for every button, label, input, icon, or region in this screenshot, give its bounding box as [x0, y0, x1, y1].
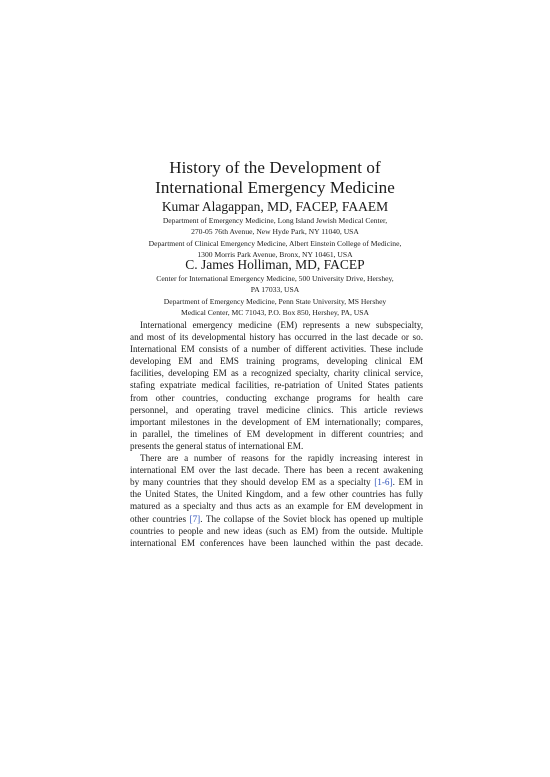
para-2-text: other countries	[130, 513, 190, 524]
para-2-line: international EM conferences have been launched within the past decade.	[130, 537, 423, 548]
author-2-affiliation-3: Department of Emergency Medicine, Penn State University, MS Hershey	[163, 296, 387, 306]
paper-title-line-2: International Emergency Medicine	[155, 178, 395, 197]
author-2-block	[0, 256, 550, 318]
para-1-line: and most of its developmental history has occurred in the last decade or so.	[130, 332, 423, 343]
author-2-name: C. James Holliman, MD, FACEP	[185, 257, 365, 272]
para-2-line: There are a number of reasons for the rapidly increasing interest in	[140, 453, 423, 464]
citation-link[interactable]: [1-6]	[374, 477, 393, 488]
author-2-affiliation-2: PA 17033, USA	[250, 285, 300, 295]
para-1-line: developing EM and EMS training programs, developing clinical EM	[130, 356, 423, 367]
para-2-line: matured as a specialty and thus acts as an example for EM development in	[130, 501, 423, 512]
para-2-line: international EM over the last decade. There has been a recent awakening	[130, 465, 423, 476]
author-1-affiliation-1: Department of Emergency Medicine, Long Island Jewish Medical Center,	[162, 216, 388, 225]
para-1-line: presents the general status of international EM.	[130, 440, 304, 451]
para-2-line: countries to people and new ideas (such as EM) from the outside. Multiple	[130, 525, 423, 536]
author-1-affiliation-2: 270-05 76th Avenue, New Hyde Park, NY 11040, USA	[191, 227, 359, 237]
para-1-line: facilities, developing EM as a recognized specialty, charity clinical service,	[130, 368, 423, 379]
author-2-affiliation-4: Medical Center, MC 71043, P.O. Box 850, Hershey, PA, USA	[181, 307, 369, 317]
para-1-line: in parallel, the timelines of EM development in different countries; and	[130, 428, 423, 439]
author-2-affiliation-1: Center for International Emergency Medicine, 500 University Drive, Hershey,	[156, 274, 394, 283]
para-2-line	[130, 513, 423, 525]
para-2-line	[130, 476, 423, 488]
author-1-affiliation-4: 1300 Morris Park Avenue, Bronx, NY 10461, USA	[197, 249, 353, 259]
author-1-name: Kumar Alagappan, MD, FACEP, FAAEM	[161, 199, 389, 214]
para-1-line: important milestones in the development of EM internationally; compares,	[130, 416, 423, 427]
para-2-text: . EM in	[392, 477, 423, 488]
para-2-text: by many countries that they should develop EM as a specialty	[130, 477, 375, 488]
para-1-line: International emergency medicine (EM) represents a new subspecialty,	[140, 320, 423, 330]
author-1-affiliation-3: Department of Clinical Emergency Medicine, Albert Einstein College of Medicine,	[148, 238, 402, 248]
paper-title-line-1: History of the Development of	[169, 158, 381, 177]
para-1-line: International EM consists of a number of different activities. These include	[130, 344, 423, 355]
para-1-line: from other countries, conducting exchange programs for health care	[130, 392, 423, 403]
citation-link[interactable]: [7]	[189, 513, 201, 524]
body-text	[130, 319, 423, 549]
para-1-line: personnel, and operating travel medicine clinics. This article reviews	[130, 404, 423, 415]
header-block	[0, 158, 550, 260]
para-2-text: . The collapse of the Soviet block has opened up multiple	[200, 513, 423, 524]
para-2-line: the United States, the United Kingdom, and a few other countries has fully	[130, 489, 423, 500]
para-1-line: stafing expatriate medical facilities, re-patriation of United States patients	[130, 380, 423, 391]
